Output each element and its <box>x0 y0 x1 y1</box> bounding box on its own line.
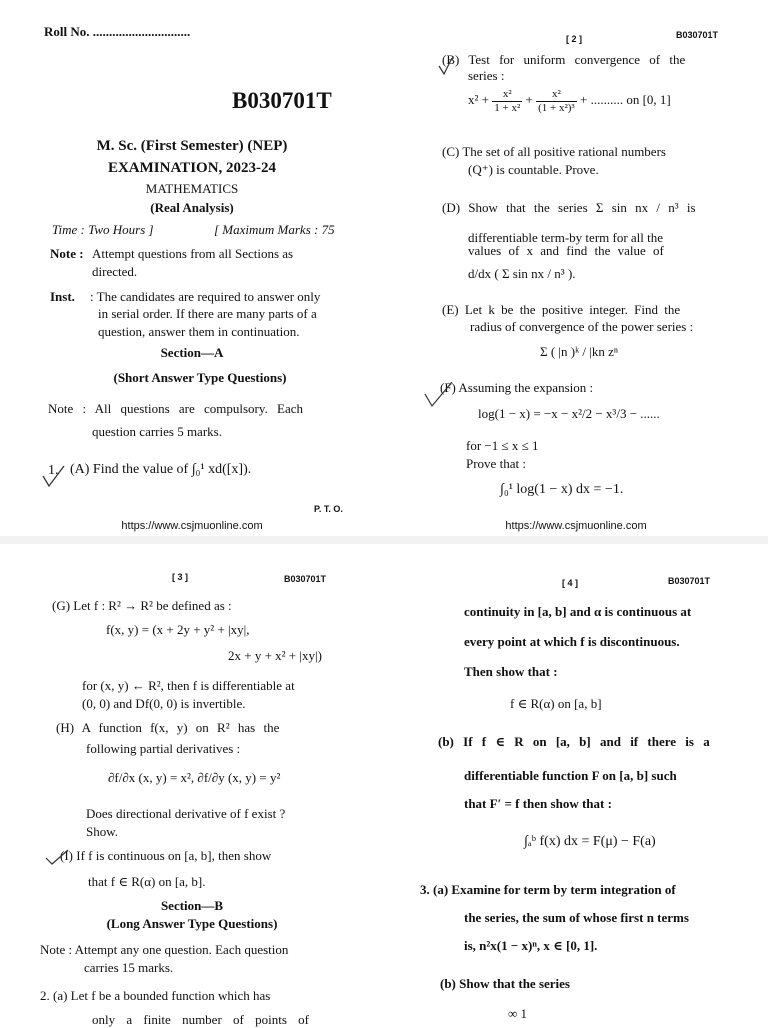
log-expansion: log(1 − x) = −x − x²/2 − x³/3 − ...... <box>478 406 660 421</box>
page-number: [ 3 ] <box>172 572 189 582</box>
checkmark-icon <box>436 52 456 78</box>
note-label: Note : <box>50 246 84 261</box>
question-h: following partial derivatives : <box>86 741 241 756</box>
roll-number: Roll No. .............................. <box>44 24 191 39</box>
question-h: (H) A function f(x, y) on R² has the <box>56 720 280 735</box>
fundamental-theorem: ∫ₐᵇ f(x) dx = F(μ) − F(a) <box>524 834 656 849</box>
inst-text: question, answer them in continuation. <box>98 324 300 339</box>
partial-derivatives: ∂f/∂x (x, y) = x², ∂f/∂y (x, y) = y² <box>108 770 281 785</box>
question-d: differentiable term-by term for all the <box>468 230 664 245</box>
question-2b: differentiable function F on [a, b] such <box>464 768 677 783</box>
series-expression: x² + $\frac{\text{x²}}{\text{1 + x²}}$ + $\frac{\text{x²}}{\text{(1 + x²)³}}$ + .......... on [0, 1] <box>468 88 671 114</box>
question-2b: (b) If f ∈ R on [a, b] and if there is a <box>438 734 710 749</box>
page-number: [ 2 ] <box>566 34 583 44</box>
paper-code: B030701T <box>676 30 719 40</box>
footer-url[interactable]: https://www.csjmuonline.com <box>505 520 647 532</box>
question-2a-continued: every point at which f is discontinuous. <box>464 634 680 649</box>
question-b: (B) Test for uniform convergence of the <box>442 52 686 67</box>
subject: MATHEMATICS <box>145 181 239 196</box>
question-g: (G) Let f : R² → R² be defined as : <box>52 598 232 613</box>
question-g: for (x, y) ← R², then f is differentiable at <box>82 678 295 693</box>
question-d: values of x and find the value of <box>468 243 664 258</box>
question-d-expression: d/dx ( Σ sin nx / n³ ). <box>468 266 576 281</box>
question-2a: 2. (a) Let f be a bounded function which has <box>40 988 271 1003</box>
time-allowed: Time : Two Hours ] <box>52 222 154 237</box>
question-h: Does directional derivative of f exist ? <box>86 806 286 821</box>
page-2 <box>384 0 768 536</box>
pto-label: P. T. O. <box>314 504 343 514</box>
question-c: (C) The set of all positive rational numbers <box>442 144 666 159</box>
inst-text: in serial order. If there are many parts of a <box>98 306 317 321</box>
question-i: (I) If f is continuous on [a, b], then show <box>60 848 272 863</box>
note-text: Attempt questions from all Sections as <box>92 246 294 261</box>
question-i: that f ∈ R(α) on [a, b]. <box>88 874 206 889</box>
question-d: (D) Show that the series Σ sin nx / n³ is <box>442 200 696 215</box>
function-definition: 2x + y + x² + |xy|) <box>228 648 322 663</box>
page-1 <box>0 0 384 536</box>
course-title: M. Sc. (First Semester) (NEP) <box>96 138 288 154</box>
question-3b: (b) Show that the series <box>440 976 570 991</box>
question-e: (E) Let k be the positive integer. Find the <box>442 302 681 317</box>
paper-code: B030701T <box>284 574 327 584</box>
question-c: (Q⁺) is countable. Prove. <box>468 162 599 177</box>
question-b: series : <box>468 68 505 83</box>
checkmark-icon <box>40 464 70 490</box>
question-e: radius of convergence of the power series : <box>470 319 694 334</box>
question-2a-continued: Then show that : <box>464 664 558 679</box>
question-f: Prove that : <box>466 456 526 471</box>
fraction: $\frac{\text{x²}}{\text{1 + x²}}$ <box>494 88 521 114</box>
section-note: question carries 5 marks. <box>92 424 222 439</box>
question-2b: that F′ = f then show that : <box>464 796 612 811</box>
page-3 <box>0 544 384 1027</box>
question-2a: only a finite number of points of <box>92 1012 309 1027</box>
question-2a-continued: continuity in [a, b] and α is continuous at <box>464 604 692 619</box>
section-note: carries 15 marks. <box>84 960 174 975</box>
expr-term: x² + <box>468 92 489 108</box>
function-definition: f(x, y) = (x + 2y + y² + |xy|, <box>106 622 250 637</box>
riemann-condition: f ∈ R(α) on [a, b] <box>510 696 602 711</box>
question-f: for −1 ≤ x ≤ 1 <box>466 438 539 453</box>
paper-code: B030701T <box>668 576 711 586</box>
fraction: $\frac{\text{x²}}{\text{(1 + x²)³}}$ <box>538 88 575 114</box>
checkmark-icon <box>44 846 72 868</box>
page-4 <box>384 544 768 1024</box>
checkmark-icon <box>422 380 456 410</box>
note-text: directed. <box>92 264 138 279</box>
question-3a: the series, the sum of whose first n terms <box>464 910 689 925</box>
maximum-marks: [ Maximum Marks : 75 <box>214 222 335 237</box>
question-1a: (A) Find the value of ∫₀¹ xd([x]). <box>70 462 252 477</box>
question-3a: 3. (a) Examine for term by term integration of <box>420 882 676 897</box>
question-number: 1. <box>48 463 59 478</box>
paper-name: (Real Analysis) <box>150 200 234 215</box>
paper-code: B030701T <box>232 88 332 113</box>
integral-result: ∫₀¹ log(1 − x) dx = −1. <box>500 482 624 497</box>
question-3a: is, n²x(1 − x)ⁿ, x ∈ [0, 1]. <box>464 938 598 953</box>
page-number: [ 4 ] <box>562 578 579 588</box>
section-note: Note : All questions are compulsory. Each <box>48 401 304 416</box>
series-truncated: ∞ 1 <box>508 1006 528 1021</box>
section-note: Note : Attempt any one question. Each question <box>40 942 289 957</box>
section-heading: Section—B <box>160 898 224 913</box>
question-g: (0, 0) and Df(0, 0) is invertible. <box>82 696 246 711</box>
section-subheading: (Short Answer Type Questions) <box>113 370 287 385</box>
inst-label: Inst. <box>50 289 75 304</box>
question-f: (F) Assuming the expansion : <box>440 380 594 395</box>
exam-title: EXAMINATION, 2023-24 <box>107 160 277 176</box>
question-h: Show. <box>86 824 119 839</box>
footer-url[interactable]: https://www.csjmuonline.com <box>121 520 263 532</box>
inst-text: : The candidates are required to answer only <box>90 289 321 304</box>
section-heading: Section—A <box>160 345 224 360</box>
power-series: Σ ( |n )ᵏ / |kn zⁿ <box>540 344 619 359</box>
section-subheading: (Long Answer Type Questions) <box>106 916 278 931</box>
